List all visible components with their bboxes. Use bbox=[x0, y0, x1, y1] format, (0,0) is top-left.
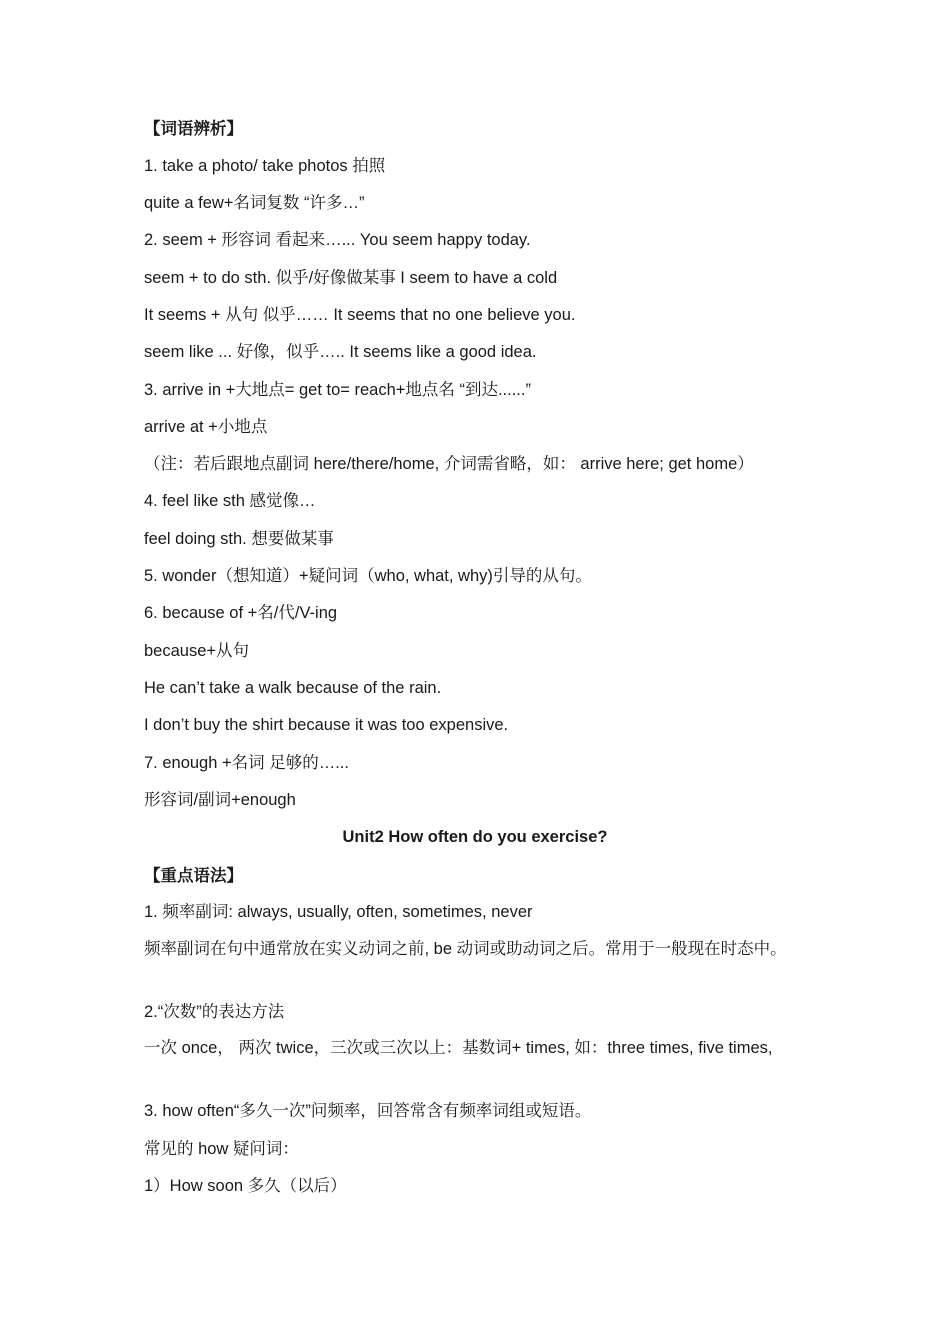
text-line: 4. feel like sth 感觉像… bbox=[144, 492, 316, 510]
text-line: seem like ... 好像，似乎….. It seems like a good idea. bbox=[144, 343, 537, 361]
note-line: （注：若后跟地点副词 here/there/home, 介词需省略，如： arrive here; get home） bbox=[144, 455, 754, 473]
text-line: quite a few+名词复数 “许多…” bbox=[144, 194, 365, 212]
unit-title: Unit2 How often do you exercise? bbox=[342, 828, 608, 846]
section-heading-word-analysis: 【词语辨析】 bbox=[144, 120, 243, 138]
text-line: 1. 频率副词: always, usually, often, sometimes, never bbox=[144, 903, 533, 921]
text-line: because+从句 bbox=[144, 642, 250, 660]
example-line: He can’t take a walk because of the rain. bbox=[144, 679, 442, 697]
paragraph: 频率副词在句中通常放在实义动词之前, be 动词或助动词之后。常用于一般现在时态中。 bbox=[144, 940, 787, 958]
text-line: 2. seem + 形容词 看起来…... You seem happy today. bbox=[144, 231, 531, 249]
text-line: 常见的 how 疑问词： bbox=[144, 1140, 299, 1158]
text-line: 6. because of +名/代/V-ing bbox=[144, 604, 338, 622]
text-line: feel doing sth. 想要做某事 bbox=[144, 530, 334, 548]
section-heading-key-grammar: 【重点语法】 bbox=[144, 867, 243, 885]
text-line: 3. how often“多久一次”问频率，回答常含有频率词组或短语。 bbox=[144, 1102, 592, 1120]
text-line: 7. enough +名词 足够的…... bbox=[144, 754, 349, 772]
paragraph: 一次 once， 两次 twice，三次或三次以上：基数词+ times, 如：three times, five times, bbox=[144, 1039, 773, 1057]
text-line: 3. arrive in +大地点= get to= reach+地点名 “到达......” bbox=[144, 381, 531, 399]
text-line: 1. take a photo/ take photos 拍照 bbox=[144, 157, 386, 175]
text-line: 5. wonder（想知道）+疑问词（who, what, why)引导的从句。 bbox=[144, 567, 592, 585]
example-line: I don’t buy the shirt because it was too expensive. bbox=[144, 716, 509, 734]
text-line: 形容词/副词+enough bbox=[144, 791, 296, 809]
text-line: arrive at +小地点 bbox=[144, 418, 268, 436]
text-line: 2.“次数”的表达方法 bbox=[144, 1003, 285, 1021]
text-line: It seems + 从句 似乎…… It seems that no one believe you. bbox=[144, 306, 576, 324]
text-line: seem + to do sth. 似乎/好像做某事 I seem to have a cold bbox=[144, 269, 558, 287]
text-line: 1）How soon 多久（以后） bbox=[144, 1177, 347, 1195]
